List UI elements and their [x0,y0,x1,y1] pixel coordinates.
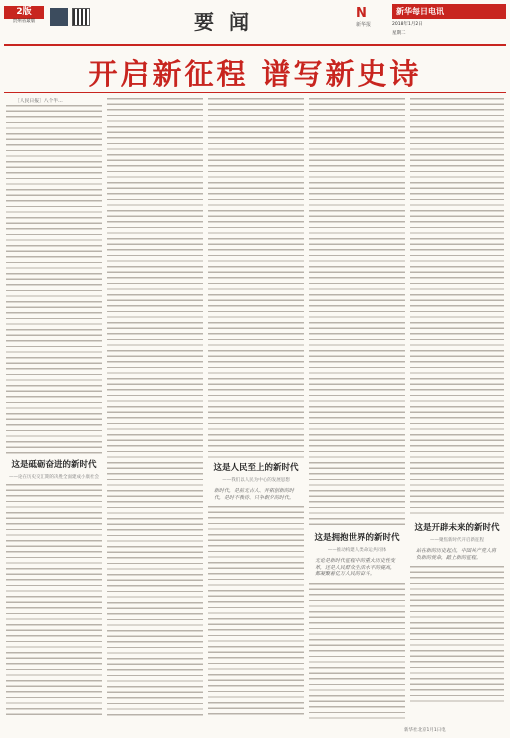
paper-logo-icon [356,6,382,32]
page-number: 2版 [4,6,44,19]
body-text-4b [309,583,405,723]
logo-text: N [356,6,367,21]
quote-2: 无论是新时代征程中的重大历史性变革，还是人民群众生活水平的提高，都凝聚着亿万人民的奋斗。 [315,558,396,578]
column-5 [410,98,504,706]
footer-editor: 新华社北京1月1日电 [404,728,446,733]
body-text-2 [107,98,203,716]
body-text-1b [6,484,102,716]
main-headline: 开启新征程 谱写新史诗 [88,57,422,91]
quote-1: 新时代，是前无古人、开拓创新的时代，是时不我待、只争朝夕的时代。 [214,488,295,501]
body-text-4 [309,98,405,528]
body-text-3b [208,506,304,716]
qr-code-icon [72,8,90,26]
body-text-5 [410,98,504,518]
paper-edition: 星期二 [392,31,406,36]
page-sub: 贵州省最版 [12,19,36,24]
section1-byline: ——论在历史交汇期的决胜全面建成小康社会 [9,475,99,481]
section2-title: 这是人民至上的新时代 [213,463,299,473]
column-4 [309,98,405,723]
intro-text: ［人民日报］八个半... [15,99,63,104]
top-rule [4,44,506,46]
page-badge [4,6,44,40]
section4-byline: ——聚焦新时代开启新征程 [430,538,484,543]
body-text-3 [208,98,304,458]
section1-title: 这是砥砺奋进的新时代 [11,460,97,471]
masthead [4,4,506,44]
mast-image [50,8,68,26]
body-text-5b [410,566,504,706]
section3-byline: ——推动构建人类命运共同体 [327,548,387,553]
paper-info [392,4,506,40]
body-text-1 [6,105,102,455]
quote-3: 站在新的历史起点，中国共产党人肩负新的使命，踏上新的征程。 [416,548,497,561]
column-1 [6,98,102,716]
section-title: 要 闻 [194,10,253,34]
logo-sub: 新华报 [356,22,372,28]
paper-date: 2018年1月2日 [392,22,423,27]
section2-byline: ——我们以人民为中心的发展思想 [222,478,290,483]
column-3 [208,98,304,716]
headline-rule [4,92,506,93]
column-2 [107,98,203,716]
paper-name: 新华每日电讯 [392,4,506,19]
section3-title: 这是拥抱世界的新时代 [314,533,400,543]
section4-title: 这是开辟未来的新时代 [414,523,500,533]
